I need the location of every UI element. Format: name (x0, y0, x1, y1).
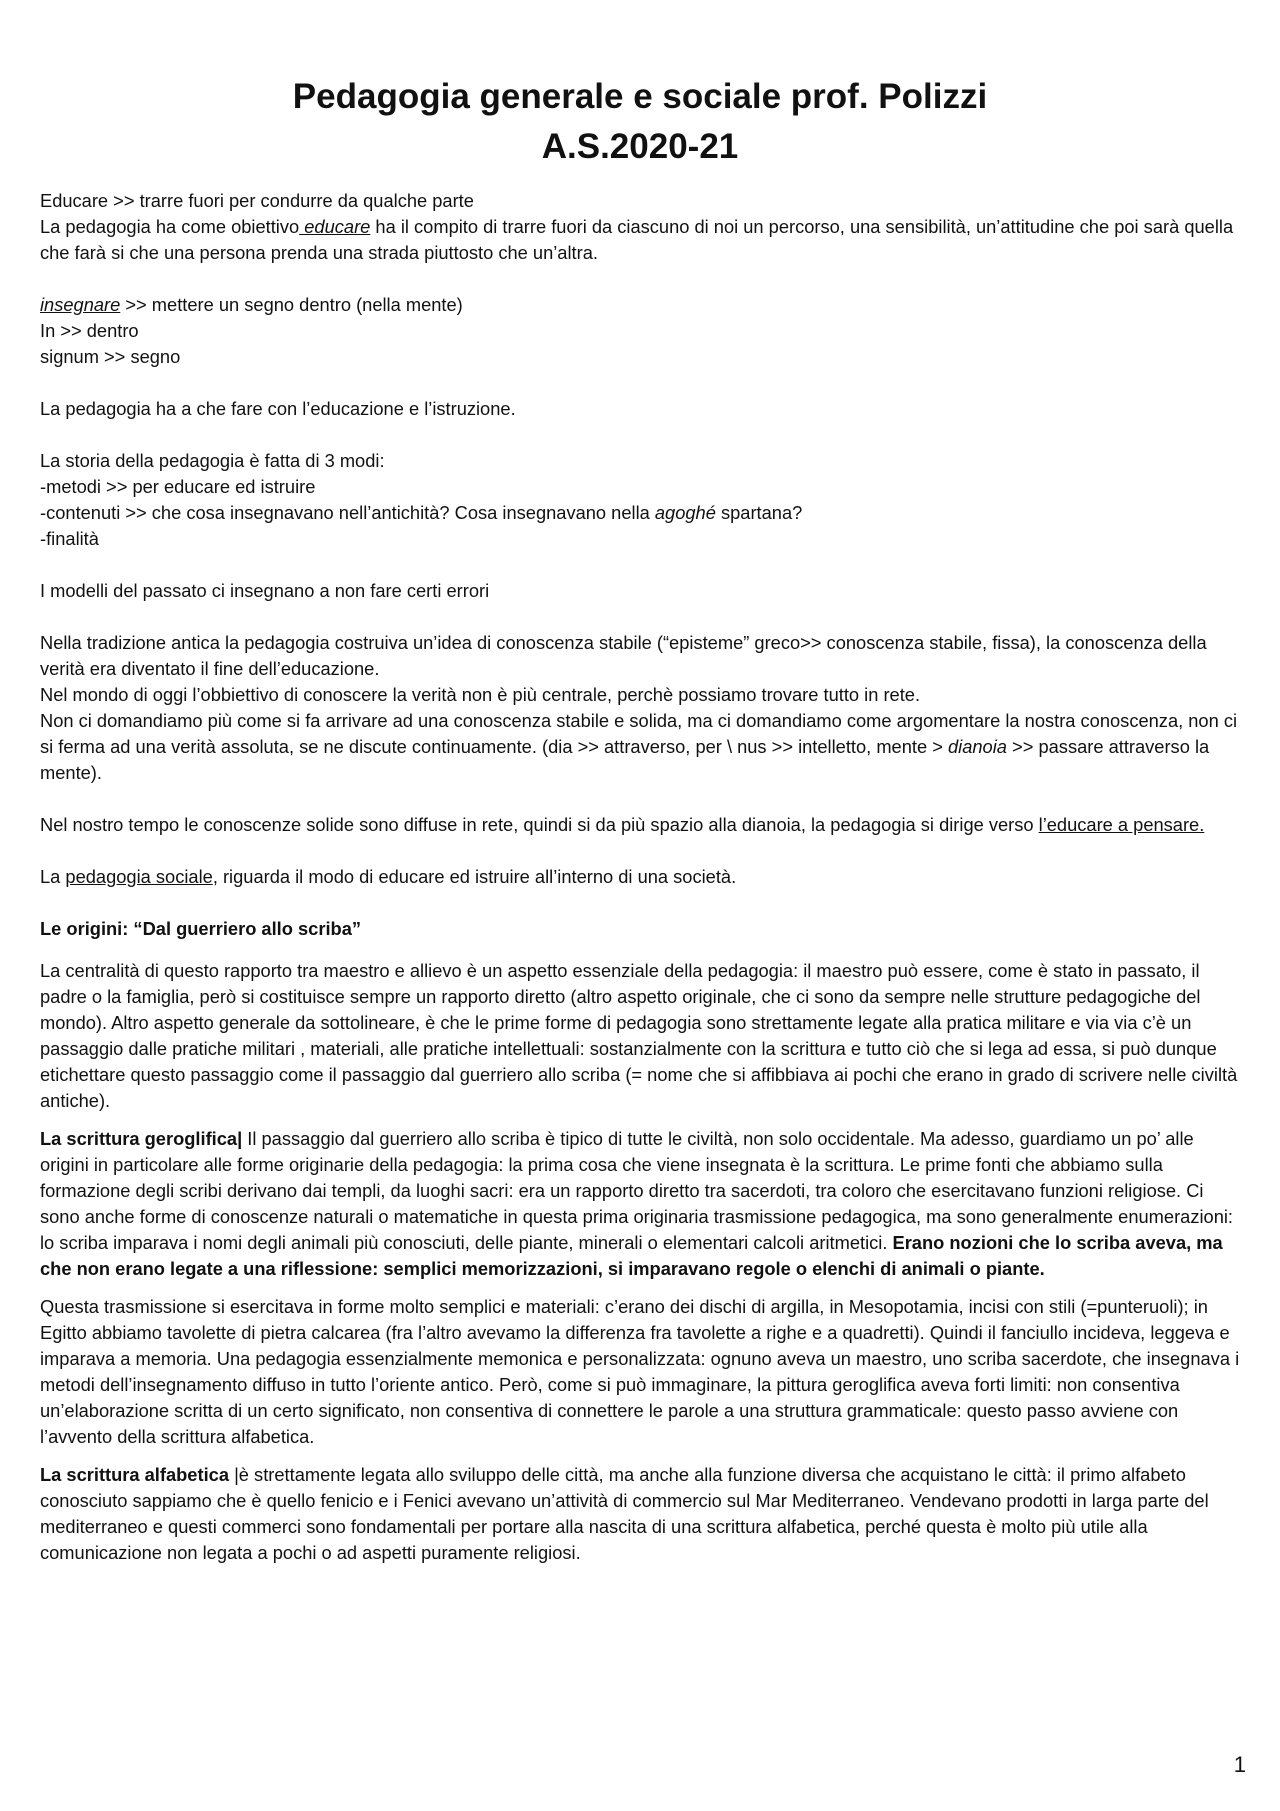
intro-paragraph (40, 214, 1240, 266)
tradizione-text-c3: >> passare attraverso la mente). (40, 736, 1210, 783)
educare-a-pensare: l’educare a pensare. (1038, 814, 1205, 835)
storia-text-a: -contenuti >> che cosa insegnavano nell’antichità? Cosa insegnavano nella (40, 502, 655, 523)
intro-text-c: ha il compito di trarre fuori da ciascuno di noi un percorso, una sensibilità, un’attitudine che poi sarà quella che farà si che una persona prenda una strada piuttosto che un’altra. (40, 216, 1234, 263)
tradizione-paragraph-b: Nel mondo di oggi l’obbiettivo di conoscere la verità non è più centrale, perchè possiamo trovare tutto in rete. (40, 684, 921, 705)
in-line: In >> dentro (40, 320, 139, 341)
pedagogia-line: La pedagogia ha a che fare con l’educazione e l’istruzione. (40, 398, 516, 419)
intro-text-a: La pedagogia ha come obiettivo (40, 216, 300, 237)
alfabetica-paragraph (40, 1462, 1240, 1566)
geroglifica-paragraph (40, 1126, 1240, 1282)
origini-paragraph: La centralità di questo rapporto tra maestro e allievo è un aspetto essenziale della pedagogia: il maestro può essere, come è stato in passato, il padre o la famiglia, però si costituisce sempre un rapporto diretto (altro aspetto originale, che ci sono da sempre nelle strutture pedagogiche del mondo). Altro aspetto generale da sottolineare, è che le prime forme di pedagogia sono strettamente legate alla pratica militare e via via c’è un passaggio dalle pratiche militari , materiali, alle pratiche intellettuali: sostanzialmente con la scrittura e tutto ciò che si lega ad essa, si può dunque etichettare questo passaggio come il passaggio dal guerriero allo scriba (= nome che si affibbiava ai pochi che erano in grado di scrivere nelle civiltà antiche). (40, 960, 1238, 1111)
nostro-tempo-paragraph (40, 812, 1240, 838)
agoghe-term: agoghé (654, 502, 716, 523)
sociale-text-a: La (40, 866, 66, 887)
alfabetica-label: La scrittura alfabetica (40, 1464, 229, 1485)
title-line-1: Pedagogia generale e sociale prof. Polizzi (292, 77, 988, 116)
intro-line-1: Educare >> trarre fuori per condurre da qualche parte (40, 190, 474, 211)
tradizione-paragraph-c (40, 708, 1240, 786)
alfabetica-text: |è strettamente legata allo sviluppo delle città, ma anche alla funzione diversa che acquistano le città: il primo alfabeto conosciuto sappiamo che è quello fenicio e i Fenici avevano un’attività di commercio sul Mar Mediterraneo. Vendevano prodotti in larga parte del mediterraneo e questi commerci sono fondamentali per portare alla nascita di una scrittura alfabetica, perché questa è molto più utile alla comunicazione non legata a pochi o ad aspetti puramente religiosi. (40, 1464, 1209, 1563)
tradizione-paragraph-a: Nella tradizione antica la pedagogia costruiva un’idea di conoscenza stabile (“episteme” greco>> conoscenza stabile, fissa), la conoscenza della verità era diventato il fine dell’educazione. (40, 632, 1207, 679)
storia-line-3 (40, 500, 1240, 526)
geroglifica-text: Il passaggio dal guerriero allo scriba è tipico di tutte le civiltà, non solo occidentale. Ma adesso, guardiamo un po’ alle origini in particolare alle forme originarie della pedagogia: la prima cosa che viene insegnata è la scrittura. Le prime fonti che abbiamo sulla formazione degli scribi derivano dai templi, da luoghi sacri: era un rapporto diretto tra sacerdoti, tra coloro che esercitavano funzioni religiose. Ci sono anche forme di conoscenze naturali o matematiche in questa prima originaria trasmissione pedagogica, ma sono generalmente enumerazioni: lo scriba imparava i nomi degli animali più conosciuti, delle piante, minerali o elementari calcoli aritmetici. (40, 1128, 1234, 1253)
educare-term: educare (299, 216, 371, 237)
sociale-text-c: , riguarda il modo di educare ed istruire all’interno di una società. (212, 866, 737, 887)
trasmissione-paragraph: Questa trasmissione si esercitava in forme molto semplici e materiali: c’erano dei dischi di argilla, in Mesopotamia, incisi con stili (=punteruoli); in Egitto abbiamo tavolette di pietra calcarea (fra l’altro avevamo la differenza fra tavolette a righe e a quadretti). Quindi il fanciullo incideva, leggeva e imparava a memoria. Una pedagogia essenzialmente memonica e personalizzata: ognuno aveva un maestro, uno scriba sacerdote, che insegnava i metodi dell’insegnamento diffuso in tutto l’oriente antico. Però, come si può immaginare, la pittura geroglifica aveva forti limiti: non consentiva un’elaborazione scritta di un certo significato, non consentiva di connettere le parole a una struttura grammaticale: questo passo avviene con l’avvento della scrittura alfabetica. (40, 1296, 1240, 1447)
storia-line-1: La storia della pedagogia è fatta di 3 modi: (40, 450, 385, 471)
insegnare-line (40, 292, 1240, 318)
geroglifica-bold-text: Erano nozioni che lo scriba aveva, ma che non erano legate a una riflessione: semplici memorizzazioni, si imparavano regole o elenchi di animali o piante. (40, 1232, 1223, 1279)
storia-text-c: spartana? (715, 502, 803, 523)
insegnare-definition: >> mettere un segno dentro (nella mente) (120, 294, 463, 315)
nostro-tempo-text: Nel nostro tempo le conoscenze solide sono diffuse in rete, quindi si da più spazio alla dianoia, la pedagogia si dirige verso (40, 814, 1039, 835)
signum-line: signum >> segno (40, 346, 181, 367)
insegnare-term: insegnare (40, 294, 121, 315)
origini-heading: Le origini: “Dal guerriero allo scriba” (40, 918, 362, 939)
modelli-line: I modelli del passato ci insegnano a non fare certi errori (40, 580, 490, 601)
document-body (40, 188, 1240, 1566)
pedagogia-sociale-term: pedagogia sociale (65, 866, 213, 887)
title-line-2: A.S.2020-21 (541, 127, 739, 166)
page-title (40, 72, 1240, 172)
storia-line-2: -metodi >> per educare ed istruire (40, 476, 316, 497)
sociale-paragraph (40, 864, 1240, 890)
dianoia-term: dianoia (947, 736, 1007, 757)
geroglifica-label: La scrittura geroglifica| (40, 1128, 243, 1149)
storia-line-4: -finalità (40, 528, 99, 549)
page-number: 1 (1233, 1752, 1246, 1777)
tradizione-text-c1: Non ci domandiamo più come si fa arrivare ad una conoscenza stabile e solida, ma ci domandiamo come argomentare la nostra conoscenza, non ci si ferma ad una verità assoluta, se ne discute continuamente. (dia >> attraverso, per \ nus >> intelletto, mente > (40, 710, 1238, 757)
